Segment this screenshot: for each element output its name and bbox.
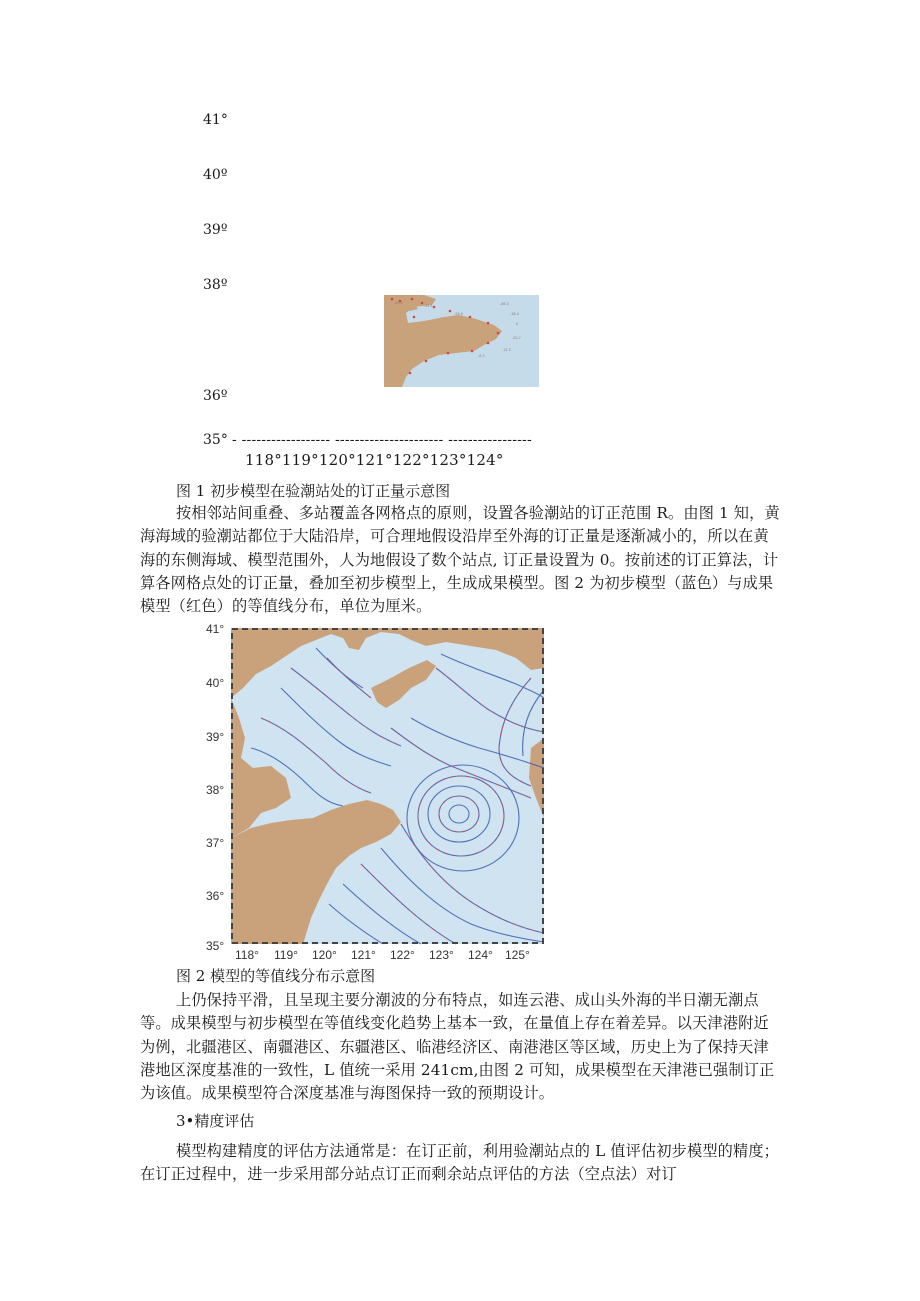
svg-text:-38.4: -38.4 [510,312,519,316]
fig2-y-label: 41° [206,622,225,636]
fig1-lat-label: 41° [203,112,228,128]
fig2-y-label: 39° [206,730,225,744]
fig1-caption: 图 1 初步模型在验潮站处的订正量示意图 [176,482,451,500]
fig1-lon-labels: 118°119°120°121°122°123°124° [245,451,504,469]
svg-text:0: 0 [516,322,519,326]
fig2-contour-map [205,622,565,962]
fig2-x-label: 122° [390,948,415,962]
paragraph-2 [140,989,780,1105]
svg-text:-8.3: -8.3 [478,354,485,358]
fig2-y-label: 40° [206,676,225,690]
fig2-x-label: 123° [429,948,454,962]
fig1-lat-label: 35° [203,432,228,448]
fig2-y-label: 37° [206,836,225,850]
fig2-x-label: 125° [505,948,530,962]
fig1-map-image [384,295,539,387]
fig2-y-label: 35° [206,939,225,953]
fig2-x-label: 124° [468,948,493,962]
fig1-axis-line: - ------------------ ---------------------- ----------------- [232,432,532,448]
fig2-caption: 图 2 模型的等值线分布示意图 [176,967,376,985]
fig2-x-label: 118° [235,948,259,962]
svg-text:-44.2: -44.2 [394,301,403,305]
paragraph-3 [140,1140,780,1187]
fig1-lat-label: 40º [203,167,228,183]
fig2-x-label: 119° [274,948,298,962]
svg-text:-32.1: -32.1 [424,304,433,308]
fig2-x-label: 120° [312,948,337,962]
fig2-x-label: 121° [351,948,376,962]
svg-text:-12.5: -12.5 [502,348,511,352]
section-heading: 3•精度评估 [176,1112,255,1130]
svg-text:-28.6: -28.6 [454,312,463,316]
fig1-lat-label: 36º [203,388,228,404]
svg-text:-46.3: -46.3 [500,302,509,306]
fig1-lat-label: 39º [203,222,228,238]
fig1-lat-label: 38º [203,277,228,293]
paragraph-1 [140,502,780,618]
fig2-y-label: 38° [206,783,225,797]
paragraph-3-text: 模型构建精度的评估方法通常是：在订正前，利用验潮站点的 L 值评估初步模型的精度；在订正过程中，进一步采用部分站点订正而剩余站点评估的方法（空点法）对订 [140,1142,780,1184]
paragraph-1-text: 按相邻站间重叠、多站覆盖各网格点的原则，设置各验潮站的订正范围 R。由图 1 知，黄海海域的验潮站都位于大陆沿岸，可合理地假设沿岸至外海的订正量是逐渐减小的，所以在黄海的东侧海域、模型范围外，人为地假设了数个站点, 订正量设置为 0。按前述的订正算法，计算各网格点处的订正量，叠加至初步模型上，生成成果模型。图 2 为初步模型（蓝色）与成果模型（红色）的等值线分布，单位为厘米。 [140,504,780,616]
paragraph-2-text: 上仍保持平滑，且呈现主要分潮波的分布特点，如连云港、成山头外海的半日潮无潮点等。成果模型与初步模型在等值线变化趋势上基本一致，在量值上存在着差异。以天津港附近为例，北疆港区、南疆港区、东疆港区、临港经济区、南港港区等区域，历史上为了保持天津港地区深度基准的一致性，L 值统一采用 241cm,由图 2 可知，成果模型在天津港已强制订正为该值。成果模型符合深度基准与海图保持一致的预期设计。 [140,991,775,1103]
svg-text:-20.7: -20.7 [512,336,521,340]
fig2-y-label: 36° [206,889,225,903]
